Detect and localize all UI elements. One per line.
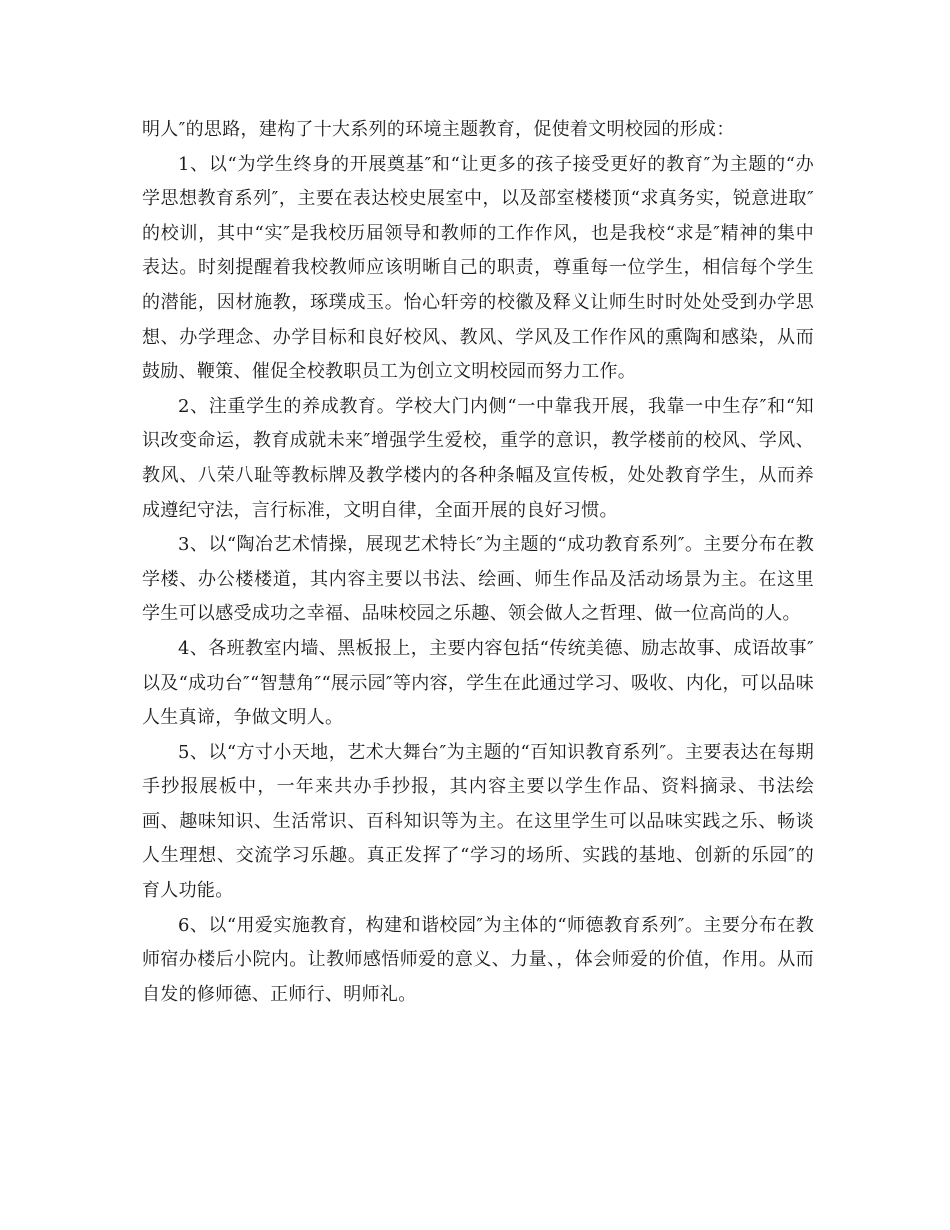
paragraph-item-5: 5、以“方寸小天地，艺术大舞台″为主题的“百知识教育系列″。主要表达在每期手抄报展板中，一年来共办手抄报，其内容主要以学生作品、资料摘录、书法绘画、趣味知识、生活常识、百科知识等为主。在这里学生可以品味实践之乐、畅谈人生理想、交流学习乐趣。真正发挥了“学习的场所、实践的基地、创新的乐园″的育人功能。 xyxy=(142,741,814,902)
paragraph-item-3: 3、以“陶冶艺术情操，展现艺术特长″为主题的“成功教育系列″。主要分布在教学楼、办公楼楼道，其内容主要以书法、绘画、师生作品及活动场景为主。在这里学生可以感受成功之幸福、品味校园之乐趣、领会做人之哲理、做一位高尚的人。 xyxy=(142,534,814,625)
paragraph-intro-continuation: 明人″的思路，建构了十大系列的环境主题教育，促使着文明校园的形成： xyxy=(142,119,735,140)
document-body xyxy=(142,113,814,1012)
paragraph-item-6: 6、以“用爱实施教育，构建和谐校园″为主体的“师德教育系列″。主要分布在教师宿办楼后小院内。让教师感悟师爱的意义、力量、，体会师爱的价值，作用。从而自发的修师德、正师行、明师礼。 xyxy=(142,914,814,1005)
paragraph-item-2: 2、注重学生的养成教育。学校大门内侧“一中靠我开展，我靠一中生存″和“知识改变命运，教育成就未来″增强学生爱校，重学的意识，教学楼前的校风、学风、教风、八荣八耻等教标牌及教学楼内的各种条幅及宣传板，处处教育学生，从而养成遵纪守法，言行标准，文明自律，全面开展的良好习惯。 xyxy=(142,395,814,521)
paragraph-item-4: 4、各班教室内墙、黑板报上，主要内容包括“传统美德、励志故事、成语故事″以及“成功台″“智慧角″“展示园″等内容，学生在此通过学习、吸收、内化，可以品味人生真谛，争做文明人。 xyxy=(142,637,814,729)
paragraph-item-1: 1、以“为学生终身的开展奠基″和“让更多的孩子接受更好的教育″为主题的“办学思想教育系列″，主要在表达校史展室中，以及部室楼楼顶“求真务实，锐意进取″的校训，其中“实″是我校历届领导和教师的工作作风，也是我校“求是″精神的集中表达。时刻提醒着我校教师应该明晰自己的职责，尊重每一位学生，相信每个学生的潜能，因材施教，琢璞成玉。怡心轩旁的校徽及释义让师生时时处处受到办学思想、办学理念、办学目标和良好校风、教风、学风及工作作风的熏陶和感染，从而鼓励、鞭策、催促全校教职员工为创立文明校园而努力工作。 xyxy=(142,153,814,383)
